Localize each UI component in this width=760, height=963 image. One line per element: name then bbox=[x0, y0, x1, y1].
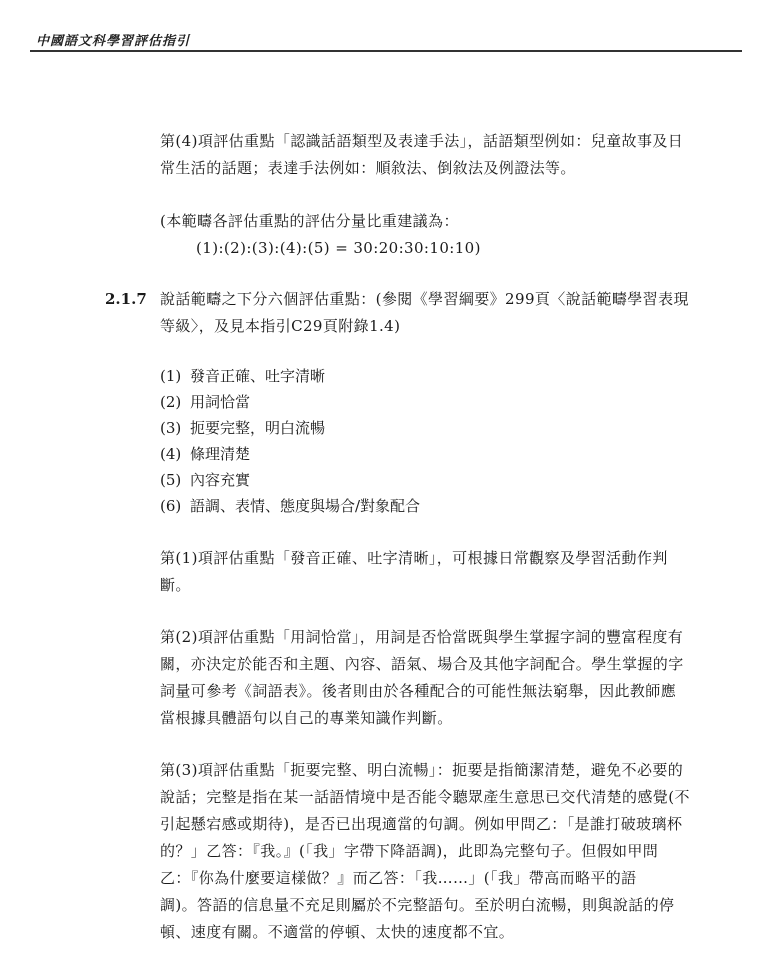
list-item bbox=[160, 467, 420, 493]
text-line: 第(1)項評估重點「發音正確、吐字清晰」，可根據日常觀察及學習活動作判 bbox=[160, 549, 668, 567]
list-item-number: (2) bbox=[160, 393, 182, 411]
text-line: 第(3)項評估重點「扼要完整、明白流暢」：扼要是指簡潔清楚，避免不必要的 bbox=[160, 761, 684, 779]
header-rule bbox=[30, 50, 742, 52]
paragraph-focus-2-detail bbox=[160, 624, 684, 732]
text-line: 第(4)項評估重點「認識話語類型及表達手法」，話語類型例如：兒童故事及日 bbox=[160, 132, 684, 150]
list-item bbox=[160, 363, 420, 389]
list-item-text: 扼要完整，明白流暢 bbox=[190, 419, 326, 437]
running-header: 中國語文科學習評估指引 bbox=[36, 34, 191, 49]
text-line: 的？」乙答：『我。』(「我」字帶下降語調)，此即為完整句子。但假如甲問 bbox=[160, 842, 659, 860]
list-item-text: 內容充實 bbox=[190, 471, 251, 489]
text-line: 詞量可參考《詞語表》。後者則由於各種配合的可能性無法窮舉，因此教師應 bbox=[160, 682, 677, 700]
text-line: 說話範疇之下分六個評估重點：(參閱《學習綱要》299頁〈說話範疇學習表現 bbox=[160, 290, 689, 308]
text-line: 等級〉，及見本指引C29頁附錄1.4) bbox=[160, 317, 401, 335]
paragraph-focus-3-detail bbox=[160, 757, 690, 946]
list-item-text: 語調、表情、態度與場合/對象配合 bbox=[190, 497, 421, 515]
assessment-focus-list bbox=[160, 363, 420, 519]
text-line: 當根據具體語句以自己的專業知識作判斷。 bbox=[160, 709, 453, 727]
list-item-number: (3) bbox=[160, 419, 182, 437]
list-item-number: (4) bbox=[160, 445, 182, 463]
text-line: 第(2)項評估重點「用詞恰當」，用詞是否恰當既與學生掌握字詞的豐富程度有 bbox=[160, 628, 684, 646]
section-number: 2.1.7 bbox=[105, 290, 147, 308]
text-line: 斷。 bbox=[160, 576, 191, 594]
list-item bbox=[160, 415, 420, 441]
text-line: 調)。答語的信息量不充足則屬於不完整語句。至於明白流暢，則與說話的停 bbox=[160, 896, 675, 914]
text-line: 常生活的話題；表達手法例如：順敘法、倒敘法及例證法等。 bbox=[160, 159, 576, 177]
list-item-text: 發音正確、吐字清晰 bbox=[190, 367, 326, 385]
weighting-ratio: (1):(2):(3):(4):(5) = 30:20:30:10:10) bbox=[196, 239, 481, 257]
paragraph-weighting bbox=[160, 208, 481, 262]
text-line: (本範疇各評估重點的評估分量比重建議為： bbox=[160, 212, 459, 230]
list-item-number: (5) bbox=[160, 471, 182, 489]
paragraph-focus-4 bbox=[160, 128, 683, 182]
list-item bbox=[160, 389, 420, 415]
paragraph-section-intro bbox=[160, 286, 689, 340]
text-line: 引起懸宕感或期待)，是否已出現適當的句調。例如甲問乙：「是誰打破玻璃杯 bbox=[160, 815, 683, 833]
list-item-text: 用詞恰當 bbox=[190, 393, 251, 411]
text-line: 頓、速度有關。不適當的停頓、太快的速度都不宜。 bbox=[160, 923, 515, 941]
list-item bbox=[160, 493, 420, 519]
list-item-number: (6) bbox=[160, 497, 182, 515]
list-item-text: 條理清楚 bbox=[190, 445, 251, 463]
list-item-number: (1) bbox=[160, 367, 182, 385]
text-line: 說話；完整是指在某一話語情境中是否能令聽眾產生意思已交代清楚的感覺(不 bbox=[160, 788, 690, 806]
list-item bbox=[160, 441, 420, 467]
paragraph-focus-1-detail bbox=[160, 545, 668, 599]
text-line: 關，亦決定於能否和主題、內容、語氣、場合及其他字詞配合。學生掌握的字 bbox=[160, 655, 684, 673]
text-line: 乙：『你為什麼要這樣做？』而乙答：「我……」(「我」帶高而略平的語 bbox=[160, 869, 637, 887]
